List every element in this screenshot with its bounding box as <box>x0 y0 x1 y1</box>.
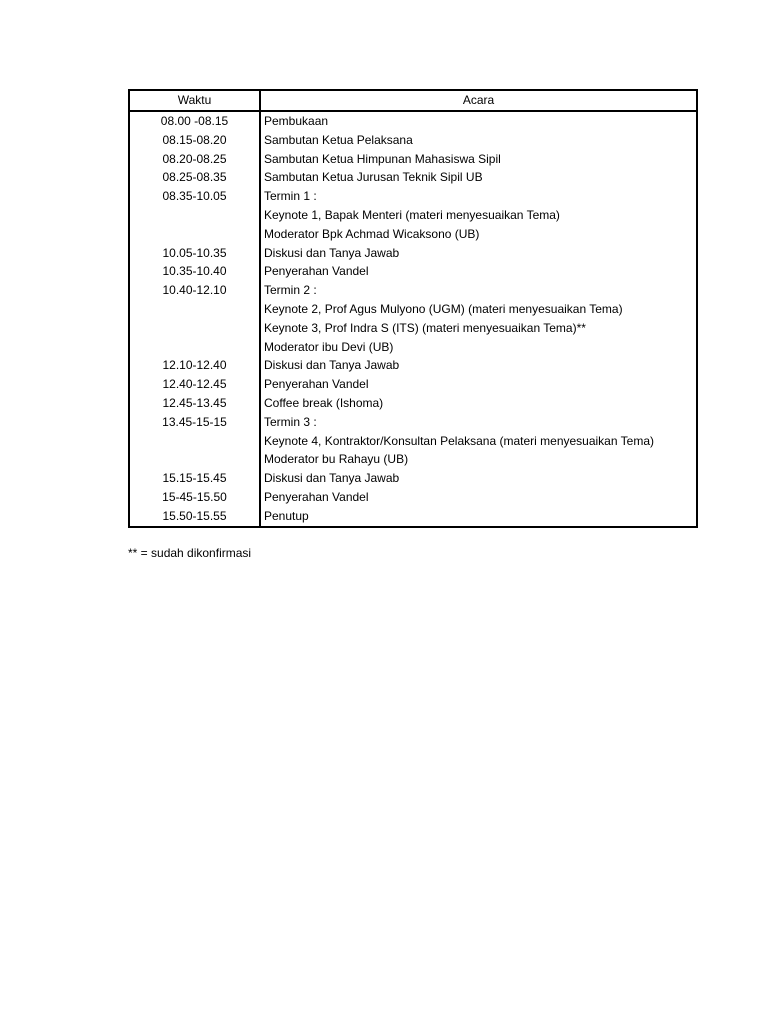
time-cell: 08.15-08.20 <box>130 131 261 150</box>
event-cell: Keynote 4, Kontraktor/Konsultan Pelaksana (materi menyesuaikan Tema) <box>264 433 654 448</box>
event-cell: Keynote 3, Prof Indra S (ITS) (materi menyesuaikan Tema)** <box>264 320 586 335</box>
table-row <box>130 168 696 187</box>
event-cell: Sambutan Ketua Himpunan Mahasiswa Sipil <box>264 151 501 166</box>
time-cell <box>130 450 261 469</box>
time-cell <box>130 338 261 357</box>
time-cell <box>130 432 261 451</box>
table-header-row <box>130 91 696 112</box>
table-row <box>130 112 696 131</box>
table-row <box>130 469 696 488</box>
table-row <box>130 281 696 300</box>
header-time: Waktu <box>130 91 261 110</box>
table-row <box>130 413 696 432</box>
table-row <box>130 300 696 319</box>
footnote: ** = sudah dikonfirmasi <box>128 546 252 560</box>
event-cell: Pembukaan <box>264 114 329 128</box>
time-cell: 15.50-15.55 <box>130 507 261 526</box>
table-row <box>130 507 696 526</box>
table-row <box>130 131 696 150</box>
table-row <box>130 187 696 206</box>
time-cell: 12.40-12.45 <box>130 375 261 394</box>
time-cell <box>130 319 261 338</box>
time-cell: 12.45-13.45 <box>130 394 261 413</box>
event-cell: Sambutan Ketua Jurusan Teknik Sipil UB <box>264 170 483 185</box>
event-cell: Termin 2 : <box>264 283 317 298</box>
event-cell: Moderator ibu Devi (UB) <box>264 339 394 354</box>
event-cell: Sambutan Ketua Pelaksana <box>264 132 413 147</box>
time-cell: 08.35-10.05 <box>130 187 261 206</box>
table-row <box>130 262 696 281</box>
table-row <box>130 450 696 469</box>
table-row <box>130 356 696 375</box>
table-row <box>130 488 696 507</box>
table-row <box>130 338 696 357</box>
time-cell <box>130 300 261 319</box>
time-cell: 10.40-12.10 <box>130 281 261 300</box>
table-row <box>130 375 696 394</box>
event-cell: Penyerahan Vandel <box>264 489 369 504</box>
table-row <box>130 319 696 338</box>
event-cell: Diskusi dan Tanya Jawab <box>264 471 400 486</box>
event-cell: Moderator Bpk Achmad Wicaksono (UB) <box>264 226 480 241</box>
event-cell: Penyerahan Vandel <box>264 264 369 279</box>
time-cell: 13.45-15-15 <box>130 413 261 432</box>
table-body <box>130 112 696 526</box>
table-row <box>130 244 696 263</box>
event-cell: Penutup <box>264 508 309 523</box>
time-cell <box>130 206 261 225</box>
time-cell: 10.05-10.35 <box>130 244 261 263</box>
time-cell: 08.25-08.35 <box>130 168 261 187</box>
event-cell: Moderator bu Rahayu (UB) <box>264 452 409 467</box>
time-cell: 10.35-10.40 <box>130 262 261 281</box>
time-cell: 08.20-08.25 <box>130 150 261 169</box>
header-event: Acara <box>462 93 495 107</box>
time-cell: 15-45-15.50 <box>130 488 261 507</box>
event-cell: Keynote 2, Prof Agus Mulyono (UGM) (materi menyesuaikan Tema) <box>264 301 623 316</box>
table-row <box>130 150 696 169</box>
table-row <box>130 394 696 413</box>
table-row <box>130 206 696 225</box>
event-cell: Termin 1 : <box>264 189 317 204</box>
event-cell: Diskusi dan Tanya Jawab <box>264 358 400 373</box>
event-cell: Coffee break (Ishoma) <box>264 395 384 410</box>
table-row <box>130 432 696 451</box>
event-cell: Diskusi dan Tanya Jawab <box>264 245 400 260</box>
event-cell: Keynote 1, Bapak Menteri (materi menyesuaikan Tema) <box>264 207 560 222</box>
time-cell: 12.10-12.40 <box>130 356 261 375</box>
event-cell: Termin 3 : <box>264 414 317 429</box>
event-cell: Penyerahan Vandel <box>264 377 369 392</box>
time-cell: 15.15-15.45 <box>130 469 261 488</box>
schedule-table <box>128 89 698 528</box>
time-cell: 08.00 -08.15 <box>130 112 261 131</box>
table-row <box>130 225 696 244</box>
time-cell <box>130 225 261 244</box>
